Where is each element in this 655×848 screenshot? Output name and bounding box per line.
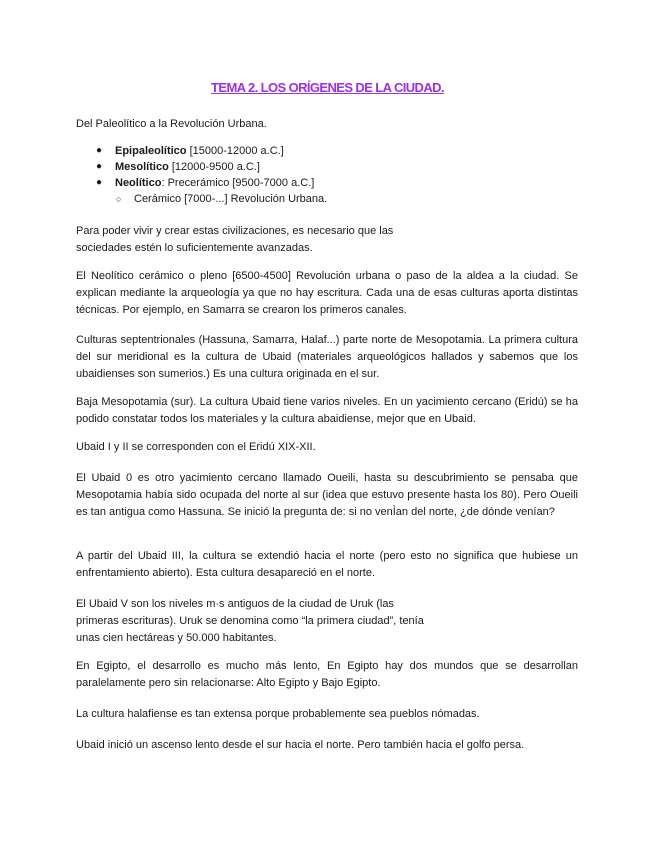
sub-list-item (96, 191, 556, 207)
list-item-term: Epipaleolítico (115, 145, 187, 157)
paragraph-halafian: La cultura halafiense es tan extensa porque probablemente sea pueblos nómadas. (76, 708, 480, 720)
paragraph-ubaid-0: El Ubaid 0 es otro yacimiento cercano llamado Oueili, hasta su descubrimiento se pensaba que Mesopotamia había sido ocupada del norte al sur (idea que estuvo presente hasta los 80). Pero Oueili es tan antigua como Hassuna. Se inició la pregunta de: si no venÌan del norte, ¿de dónde venían? (76, 472, 578, 519)
paragraph-line: El Ubaid V son los niveles m·s antiguos de la ciudad de Uruk (las (76, 598, 394, 610)
list-item-text: [12000-9500 a.C.] (168, 161, 260, 173)
paragraph-ubaid-eridu: Ubaid I y II se corresponden con el Eridú XIX-XII. (76, 441, 316, 453)
list-item (96, 143, 556, 159)
paragraph-ubaid-5 (76, 596, 578, 648)
list-item-text: : Precerámico [9500-7000 a.C.] (161, 177, 315, 189)
paragraph-line: primeras escrituras). Uruk se denomina como “la primera ciudad”, tenía (76, 615, 424, 628)
bullet-icon: ● (96, 161, 103, 172)
paragraph-lower-mesopotamia: Baja Mesopotamia (sur). La cultura Ubaid tiene varios niveles. En un yacimiento cercano (Eridú) se ha podido constatar todos los materiales y la cultura abaidiense, mejor que en Ubaid. (76, 396, 578, 426)
list-item (96, 159, 556, 175)
period-list (96, 143, 556, 207)
intro-text: Del Paleolítico a la Revolución Urbana. (76, 118, 267, 130)
sub-list-item-text: Cerámico [7000-...] Revolución Urbana. (134, 193, 328, 205)
list-item-term: Neolítico (115, 177, 162, 189)
paragraph-ubaid-expansion: Ubaid inició un ascenso lento desde el sur hacia el norte. Pero también hacia el golfo persa. (76, 739, 525, 751)
paragraph-line: sociedades estén lo suficientemente avanzadas. (76, 242, 313, 255)
paragraph-northern-cultures: Culturas septentrionales (Hassuna, Samarra, Halaf...) parte norte de Mesopotamia. La primera cultura del sur meridional es la cultura de Ubaid (materiales arqueológicos hallados y sabemos que los ubaidienses son sumerios.) Es una cultura originada en el sur. (76, 334, 578, 381)
list-item (96, 175, 556, 191)
paragraph-neolithic: El Neolítico cerámico o pleno [6500-4500] Revolución urbana o paso de la aldea a la ciudad. Se explican mediante la arqueología ya que no hay escritura. Cada una de esas culturas aporta distintas técnicas. Por ejemplo, en Samarra se crearon los primeros canales. (76, 270, 578, 317)
paragraph-ubaid-3: A partir del Ubaid III, la cultura se extendió hacia el norte (pero esto no significa que hubiese un enfrentamiento abierto). Esta cultura desapareció en el norte. (76, 550, 578, 580)
paragraph-egypt: En Egipto, el desarrollo es mucho más lento, En Egipto hay dos mundos que se desarrollan paralelamente pero sin relacionarse: Alto Egipto y Bajo Egipto. (76, 660, 578, 690)
paragraph-line: Para poder vivir y crear estas civilizaciones, es necesario que las (76, 225, 394, 237)
bullet-icon: ● (96, 177, 103, 188)
list-item-text: [15000-12000 a.C.] (186, 145, 284, 157)
sub-bullet-icon: ○ (116, 194, 122, 204)
list-item-term: Mesolítico (115, 161, 169, 173)
paragraph-civilizations (76, 223, 578, 257)
document-title: TEMA 2. LOS ORÍGENES DE LA CIUDAD. (211, 80, 444, 95)
paragraph-line: unas cien hectáreas y 50.000 habitantes. (76, 632, 277, 645)
bullet-icon: ● (96, 145, 103, 156)
